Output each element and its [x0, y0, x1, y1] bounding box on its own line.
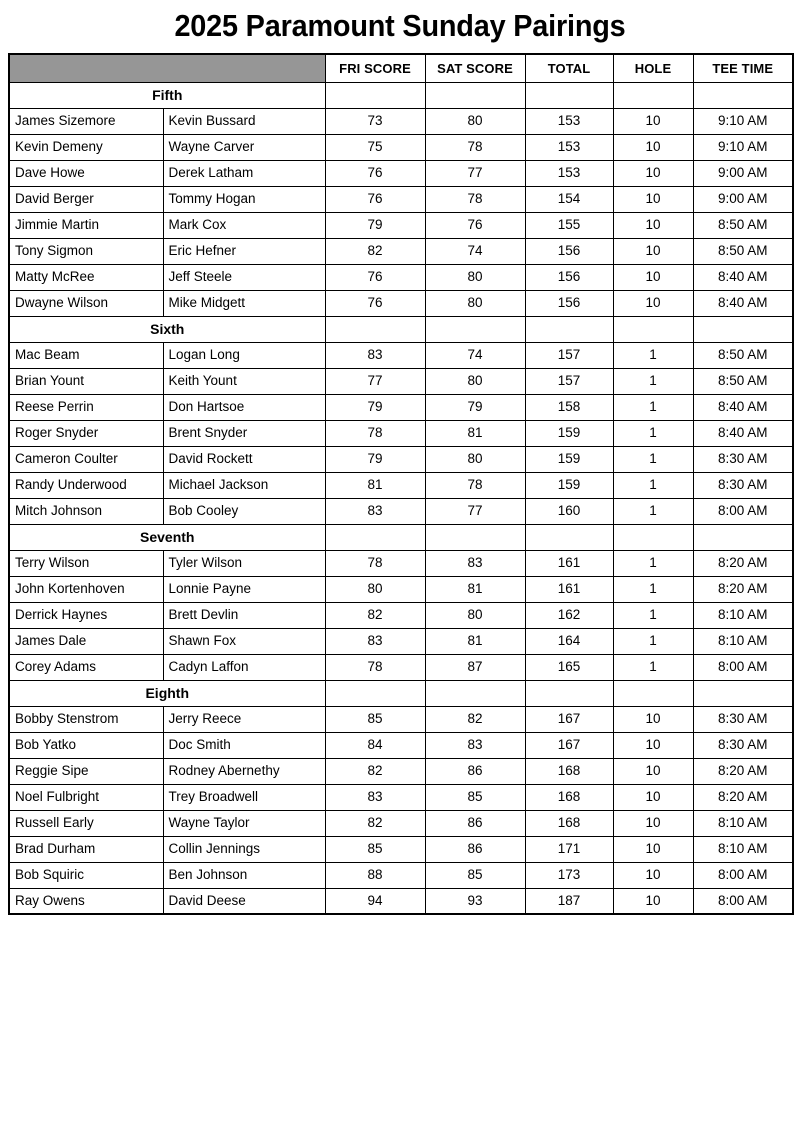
cell-player-1: Randy Underwood: [9, 472, 163, 498]
cell-total: 160: [525, 498, 613, 524]
column-header-hole: HOLE: [613, 54, 693, 82]
cell-hole: 10: [613, 836, 693, 862]
cell-player-1: Cameron Coulter: [9, 446, 163, 472]
table-body: [9, 82, 793, 914]
cell-total: 153: [525, 134, 613, 160]
cell-player-2: Brett Devlin: [163, 602, 325, 628]
table-row: [9, 264, 793, 290]
cell-hole: 10: [613, 784, 693, 810]
table-row: [9, 706, 793, 732]
section-empty-cell: [425, 82, 525, 108]
cell-total: 157: [525, 342, 613, 368]
cell-player-1: Tony Sigmon: [9, 238, 163, 264]
cell-fri-score: 82: [325, 758, 425, 784]
section-empty-cell: [525, 316, 613, 342]
cell-tee-time: 8:30 AM: [693, 706, 793, 732]
cell-player-1: Bob Squiric: [9, 862, 163, 888]
cell-hole: 10: [613, 238, 693, 264]
table-row: [9, 758, 793, 784]
cell-tee-time: 8:40 AM: [693, 264, 793, 290]
cell-sat-score: 83: [425, 732, 525, 758]
cell-fri-score: 73: [325, 108, 425, 134]
cell-player-2: Kevin Bussard: [163, 108, 325, 134]
cell-player-1: Mitch Johnson: [9, 498, 163, 524]
cell-fri-score: 76: [325, 160, 425, 186]
cell-hole: 1: [613, 446, 693, 472]
table-row: [9, 472, 793, 498]
table-row: [9, 784, 793, 810]
cell-sat-score: 74: [425, 238, 525, 264]
table-row: [9, 108, 793, 134]
cell-player-1: Bob Yatko: [9, 732, 163, 758]
cell-fri-score: 78: [325, 550, 425, 576]
cell-player-2: Tommy Hogan: [163, 186, 325, 212]
cell-player-1: John Kortenhoven: [9, 576, 163, 602]
section-header-row: [9, 82, 793, 108]
cell-player-2: Collin Jennings: [163, 836, 325, 862]
column-header-fri-score: FRI SCORE: [325, 54, 425, 82]
cell-total: 173: [525, 862, 613, 888]
cell-hole: 1: [613, 498, 693, 524]
cell-player-1: Corey Adams: [9, 654, 163, 680]
cell-hole: 10: [613, 108, 693, 134]
cell-player-2: Logan Long: [163, 342, 325, 368]
cell-tee-time: 8:00 AM: [693, 654, 793, 680]
table-row: [9, 628, 793, 654]
cell-tee-time: 8:30 AM: [693, 732, 793, 758]
cell-player-2: Don Hartsoe: [163, 394, 325, 420]
table-row: [9, 134, 793, 160]
table-header-row: [9, 54, 793, 82]
cell-hole: 1: [613, 420, 693, 446]
table-header: [9, 54, 793, 82]
section-empty-cell: [613, 82, 693, 108]
cell-hole: 10: [613, 160, 693, 186]
cell-fri-score: 83: [325, 784, 425, 810]
cell-player-2: Shawn Fox: [163, 628, 325, 654]
cell-tee-time: 8:50 AM: [693, 342, 793, 368]
section-empty-cell: [525, 680, 613, 706]
cell-sat-score: 78: [425, 472, 525, 498]
cell-total: 168: [525, 810, 613, 836]
cell-total: 154: [525, 186, 613, 212]
cell-total: 167: [525, 706, 613, 732]
cell-fri-score: 79: [325, 446, 425, 472]
section-label: Sixth: [9, 316, 325, 342]
pairings-table: [8, 53, 794, 915]
cell-tee-time: 8:40 AM: [693, 420, 793, 446]
cell-player-1: Terry Wilson: [9, 550, 163, 576]
cell-fri-score: 84: [325, 732, 425, 758]
cell-hole: 10: [613, 186, 693, 212]
cell-sat-score: 93: [425, 888, 525, 914]
cell-player-1: Brian Yount: [9, 368, 163, 394]
cell-player-1: David Berger: [9, 186, 163, 212]
cell-player-2: Derek Latham: [163, 160, 325, 186]
cell-total: 156: [525, 290, 613, 316]
cell-player-2: David Deese: [163, 888, 325, 914]
cell-fri-score: 83: [325, 498, 425, 524]
cell-player-2: David Rockett: [163, 446, 325, 472]
cell-fri-score: 78: [325, 654, 425, 680]
table-row: [9, 576, 793, 602]
cell-hole: 1: [613, 394, 693, 420]
cell-hole: 10: [613, 706, 693, 732]
cell-hole: 10: [613, 862, 693, 888]
cell-total: 153: [525, 160, 613, 186]
table-row: [9, 290, 793, 316]
cell-fri-score: 82: [325, 602, 425, 628]
section-empty-cell: [613, 316, 693, 342]
cell-tee-time: 8:20 AM: [693, 784, 793, 810]
cell-player-2: Jerry Reece: [163, 706, 325, 732]
cell-total: 157: [525, 368, 613, 394]
cell-sat-score: 78: [425, 134, 525, 160]
section-empty-cell: [613, 524, 693, 550]
cell-player-2: Eric Hefner: [163, 238, 325, 264]
table-row: [9, 420, 793, 446]
cell-player-1: Reggie Sipe: [9, 758, 163, 784]
cell-sat-score: 83: [425, 550, 525, 576]
table-row: [9, 862, 793, 888]
cell-total: 168: [525, 758, 613, 784]
cell-tee-time: 8:40 AM: [693, 290, 793, 316]
column-header-sat-score: SAT SCORE: [425, 54, 525, 82]
cell-player-1: Matty McRee: [9, 264, 163, 290]
cell-sat-score: 85: [425, 784, 525, 810]
cell-player-2: Ben Johnson: [163, 862, 325, 888]
cell-fri-score: 78: [325, 420, 425, 446]
cell-tee-time: 9:10 AM: [693, 134, 793, 160]
cell-tee-time: 9:00 AM: [693, 160, 793, 186]
section-empty-cell: [693, 524, 793, 550]
cell-tee-time: 8:40 AM: [693, 394, 793, 420]
cell-player-1: Bobby Stenstrom: [9, 706, 163, 732]
cell-sat-score: 86: [425, 758, 525, 784]
cell-player-1: Russell Early: [9, 810, 163, 836]
table-row: [9, 160, 793, 186]
cell-tee-time: 8:10 AM: [693, 810, 793, 836]
cell-sat-score: 77: [425, 498, 525, 524]
table-row: [9, 810, 793, 836]
cell-total: 159: [525, 472, 613, 498]
section-empty-cell: [325, 524, 425, 550]
cell-fri-score: 77: [325, 368, 425, 394]
cell-player-2: Bob Cooley: [163, 498, 325, 524]
table-row: [9, 654, 793, 680]
cell-sat-score: 81: [425, 628, 525, 654]
table-row: [9, 498, 793, 524]
cell-tee-time: 9:00 AM: [693, 186, 793, 212]
cell-hole: 1: [613, 342, 693, 368]
cell-player-2: Jeff Steele: [163, 264, 325, 290]
cell-total: 158: [525, 394, 613, 420]
cell-player-1: Ray Owens: [9, 888, 163, 914]
cell-player-2: Cadyn Laffon: [163, 654, 325, 680]
column-header-total: TOTAL: [525, 54, 613, 82]
section-empty-cell: [613, 680, 693, 706]
cell-hole: 10: [613, 810, 693, 836]
cell-fri-score: 80: [325, 576, 425, 602]
cell-total: 161: [525, 550, 613, 576]
cell-total: 156: [525, 238, 613, 264]
table-row: [9, 238, 793, 264]
table-row: [9, 888, 793, 914]
cell-fri-score: 82: [325, 810, 425, 836]
cell-sat-score: 76: [425, 212, 525, 238]
cell-player-1: Kevin Demeny: [9, 134, 163, 160]
cell-player-2: Tyler Wilson: [163, 550, 325, 576]
cell-sat-score: 74: [425, 342, 525, 368]
cell-sat-score: 80: [425, 108, 525, 134]
cell-sat-score: 80: [425, 446, 525, 472]
cell-sat-score: 78: [425, 186, 525, 212]
table-row: [9, 550, 793, 576]
cell-player-2: Lonnie Payne: [163, 576, 325, 602]
cell-player-2: Wayne Carver: [163, 134, 325, 160]
section-header-row: [9, 524, 793, 550]
cell-hole: 1: [613, 368, 693, 394]
cell-tee-time: 8:50 AM: [693, 368, 793, 394]
cell-tee-time: 8:20 AM: [693, 758, 793, 784]
table-row: [9, 602, 793, 628]
section-empty-cell: [325, 680, 425, 706]
cell-player-1: Dwayne Wilson: [9, 290, 163, 316]
cell-fri-score: 83: [325, 628, 425, 654]
cell-sat-score: 80: [425, 290, 525, 316]
cell-player-1: Reese Perrin: [9, 394, 163, 420]
cell-total: 155: [525, 212, 613, 238]
cell-tee-time: 8:20 AM: [693, 550, 793, 576]
cell-total: 168: [525, 784, 613, 810]
cell-fri-score: 88: [325, 862, 425, 888]
cell-player-1: Derrick Haynes: [9, 602, 163, 628]
cell-sat-score: 86: [425, 836, 525, 862]
cell-fri-score: 79: [325, 212, 425, 238]
cell-hole: 10: [613, 290, 693, 316]
section-empty-cell: [425, 316, 525, 342]
cell-total: 164: [525, 628, 613, 654]
cell-sat-score: 77: [425, 160, 525, 186]
section-header-row: [9, 680, 793, 706]
cell-tee-time: 8:50 AM: [693, 212, 793, 238]
section-empty-cell: [525, 524, 613, 550]
cell-hole: 10: [613, 134, 693, 160]
cell-hole: 10: [613, 758, 693, 784]
cell-player-1: Mac Beam: [9, 342, 163, 368]
cell-sat-score: 79: [425, 394, 525, 420]
cell-tee-time: 8:10 AM: [693, 602, 793, 628]
cell-tee-time: 8:10 AM: [693, 628, 793, 654]
cell-sat-score: 80: [425, 602, 525, 628]
cell-total: 187: [525, 888, 613, 914]
cell-player-2: Michael Jackson: [163, 472, 325, 498]
cell-fri-score: 79: [325, 394, 425, 420]
cell-tee-time: 8:30 AM: [693, 472, 793, 498]
section-label: Seventh: [9, 524, 325, 550]
cell-player-2: Mike Midgett: [163, 290, 325, 316]
section-empty-cell: [325, 82, 425, 108]
cell-fri-score: 82: [325, 238, 425, 264]
cell-total: 161: [525, 576, 613, 602]
cell-fri-score: 85: [325, 706, 425, 732]
cell-player-1: Noel Fulbright: [9, 784, 163, 810]
cell-fri-score: 81: [325, 472, 425, 498]
cell-player-2: Rodney Abernethy: [163, 758, 325, 784]
cell-hole: 10: [613, 732, 693, 758]
cell-sat-score: 81: [425, 420, 525, 446]
cell-hole: 1: [613, 602, 693, 628]
table-row: [9, 342, 793, 368]
cell-player-1: Roger Snyder: [9, 420, 163, 446]
cell-fri-score: 76: [325, 290, 425, 316]
cell-fri-score: 76: [325, 186, 425, 212]
section-empty-cell: [425, 524, 525, 550]
section-empty-cell: [693, 680, 793, 706]
cell-player-2: Keith Yount: [163, 368, 325, 394]
cell-player-1: James Dale: [9, 628, 163, 654]
table-row: [9, 732, 793, 758]
cell-total: 171: [525, 836, 613, 862]
cell-tee-time: 9:10 AM: [693, 108, 793, 134]
cell-player-1: Dave Howe: [9, 160, 163, 186]
section-empty-cell: [525, 82, 613, 108]
section-label: Eighth: [9, 680, 325, 706]
cell-tee-time: 8:30 AM: [693, 446, 793, 472]
column-header-players: [9, 54, 325, 82]
cell-total: 156: [525, 264, 613, 290]
cell-player-2: Doc Smith: [163, 732, 325, 758]
table-row: [9, 186, 793, 212]
cell-hole: 10: [613, 888, 693, 914]
cell-total: 165: [525, 654, 613, 680]
table-row: [9, 394, 793, 420]
cell-fri-score: 94: [325, 888, 425, 914]
cell-total: 162: [525, 602, 613, 628]
cell-player-2: Mark Cox: [163, 212, 325, 238]
cell-total: 159: [525, 446, 613, 472]
cell-hole: 10: [613, 212, 693, 238]
cell-fri-score: 76: [325, 264, 425, 290]
cell-tee-time: 8:50 AM: [693, 238, 793, 264]
cell-sat-score: 87: [425, 654, 525, 680]
cell-sat-score: 85: [425, 862, 525, 888]
section-empty-cell: [693, 82, 793, 108]
cell-sat-score: 81: [425, 576, 525, 602]
section-empty-cell: [425, 680, 525, 706]
cell-player-1: James Sizemore: [9, 108, 163, 134]
table-row: [9, 446, 793, 472]
page-title: 2025 Paramount Sunday Pairings: [174, 8, 626, 43]
section-header-row: [9, 316, 793, 342]
cell-total: 153: [525, 108, 613, 134]
section-empty-cell: [325, 316, 425, 342]
cell-player-2: Wayne Taylor: [163, 810, 325, 836]
section-label: Fifth: [9, 82, 325, 108]
cell-sat-score: 86: [425, 810, 525, 836]
cell-total: 159: [525, 420, 613, 446]
cell-player-1: Jimmie Martin: [9, 212, 163, 238]
cell-tee-time: 8:00 AM: [693, 498, 793, 524]
cell-tee-time: 8:20 AM: [693, 576, 793, 602]
cell-hole: 1: [613, 472, 693, 498]
cell-total: 167: [525, 732, 613, 758]
cell-fri-score: 83: [325, 342, 425, 368]
cell-tee-time: 8:00 AM: [693, 862, 793, 888]
cell-player-2: Brent Snyder: [163, 420, 325, 446]
table-row: [9, 212, 793, 238]
cell-sat-score: 82: [425, 706, 525, 732]
section-empty-cell: [693, 316, 793, 342]
cell-player-1: Brad Durham: [9, 836, 163, 862]
cell-player-2: Trey Broadwell: [163, 784, 325, 810]
table-row: [9, 368, 793, 394]
cell-sat-score: 80: [425, 368, 525, 394]
cell-fri-score: 85: [325, 836, 425, 862]
cell-hole: 1: [613, 628, 693, 654]
pairings-table-container: [8, 53, 792, 915]
cell-tee-time: 8:00 AM: [693, 888, 793, 914]
cell-hole: 1: [613, 550, 693, 576]
cell-hole: 1: [613, 654, 693, 680]
cell-sat-score: 80: [425, 264, 525, 290]
cell-fri-score: 75: [325, 134, 425, 160]
column-header-tee-time: TEE TIME: [693, 54, 793, 82]
table-row: [9, 836, 793, 862]
cell-hole: 1: [613, 576, 693, 602]
cell-tee-time: 8:10 AM: [693, 836, 793, 862]
cell-hole: 10: [613, 264, 693, 290]
